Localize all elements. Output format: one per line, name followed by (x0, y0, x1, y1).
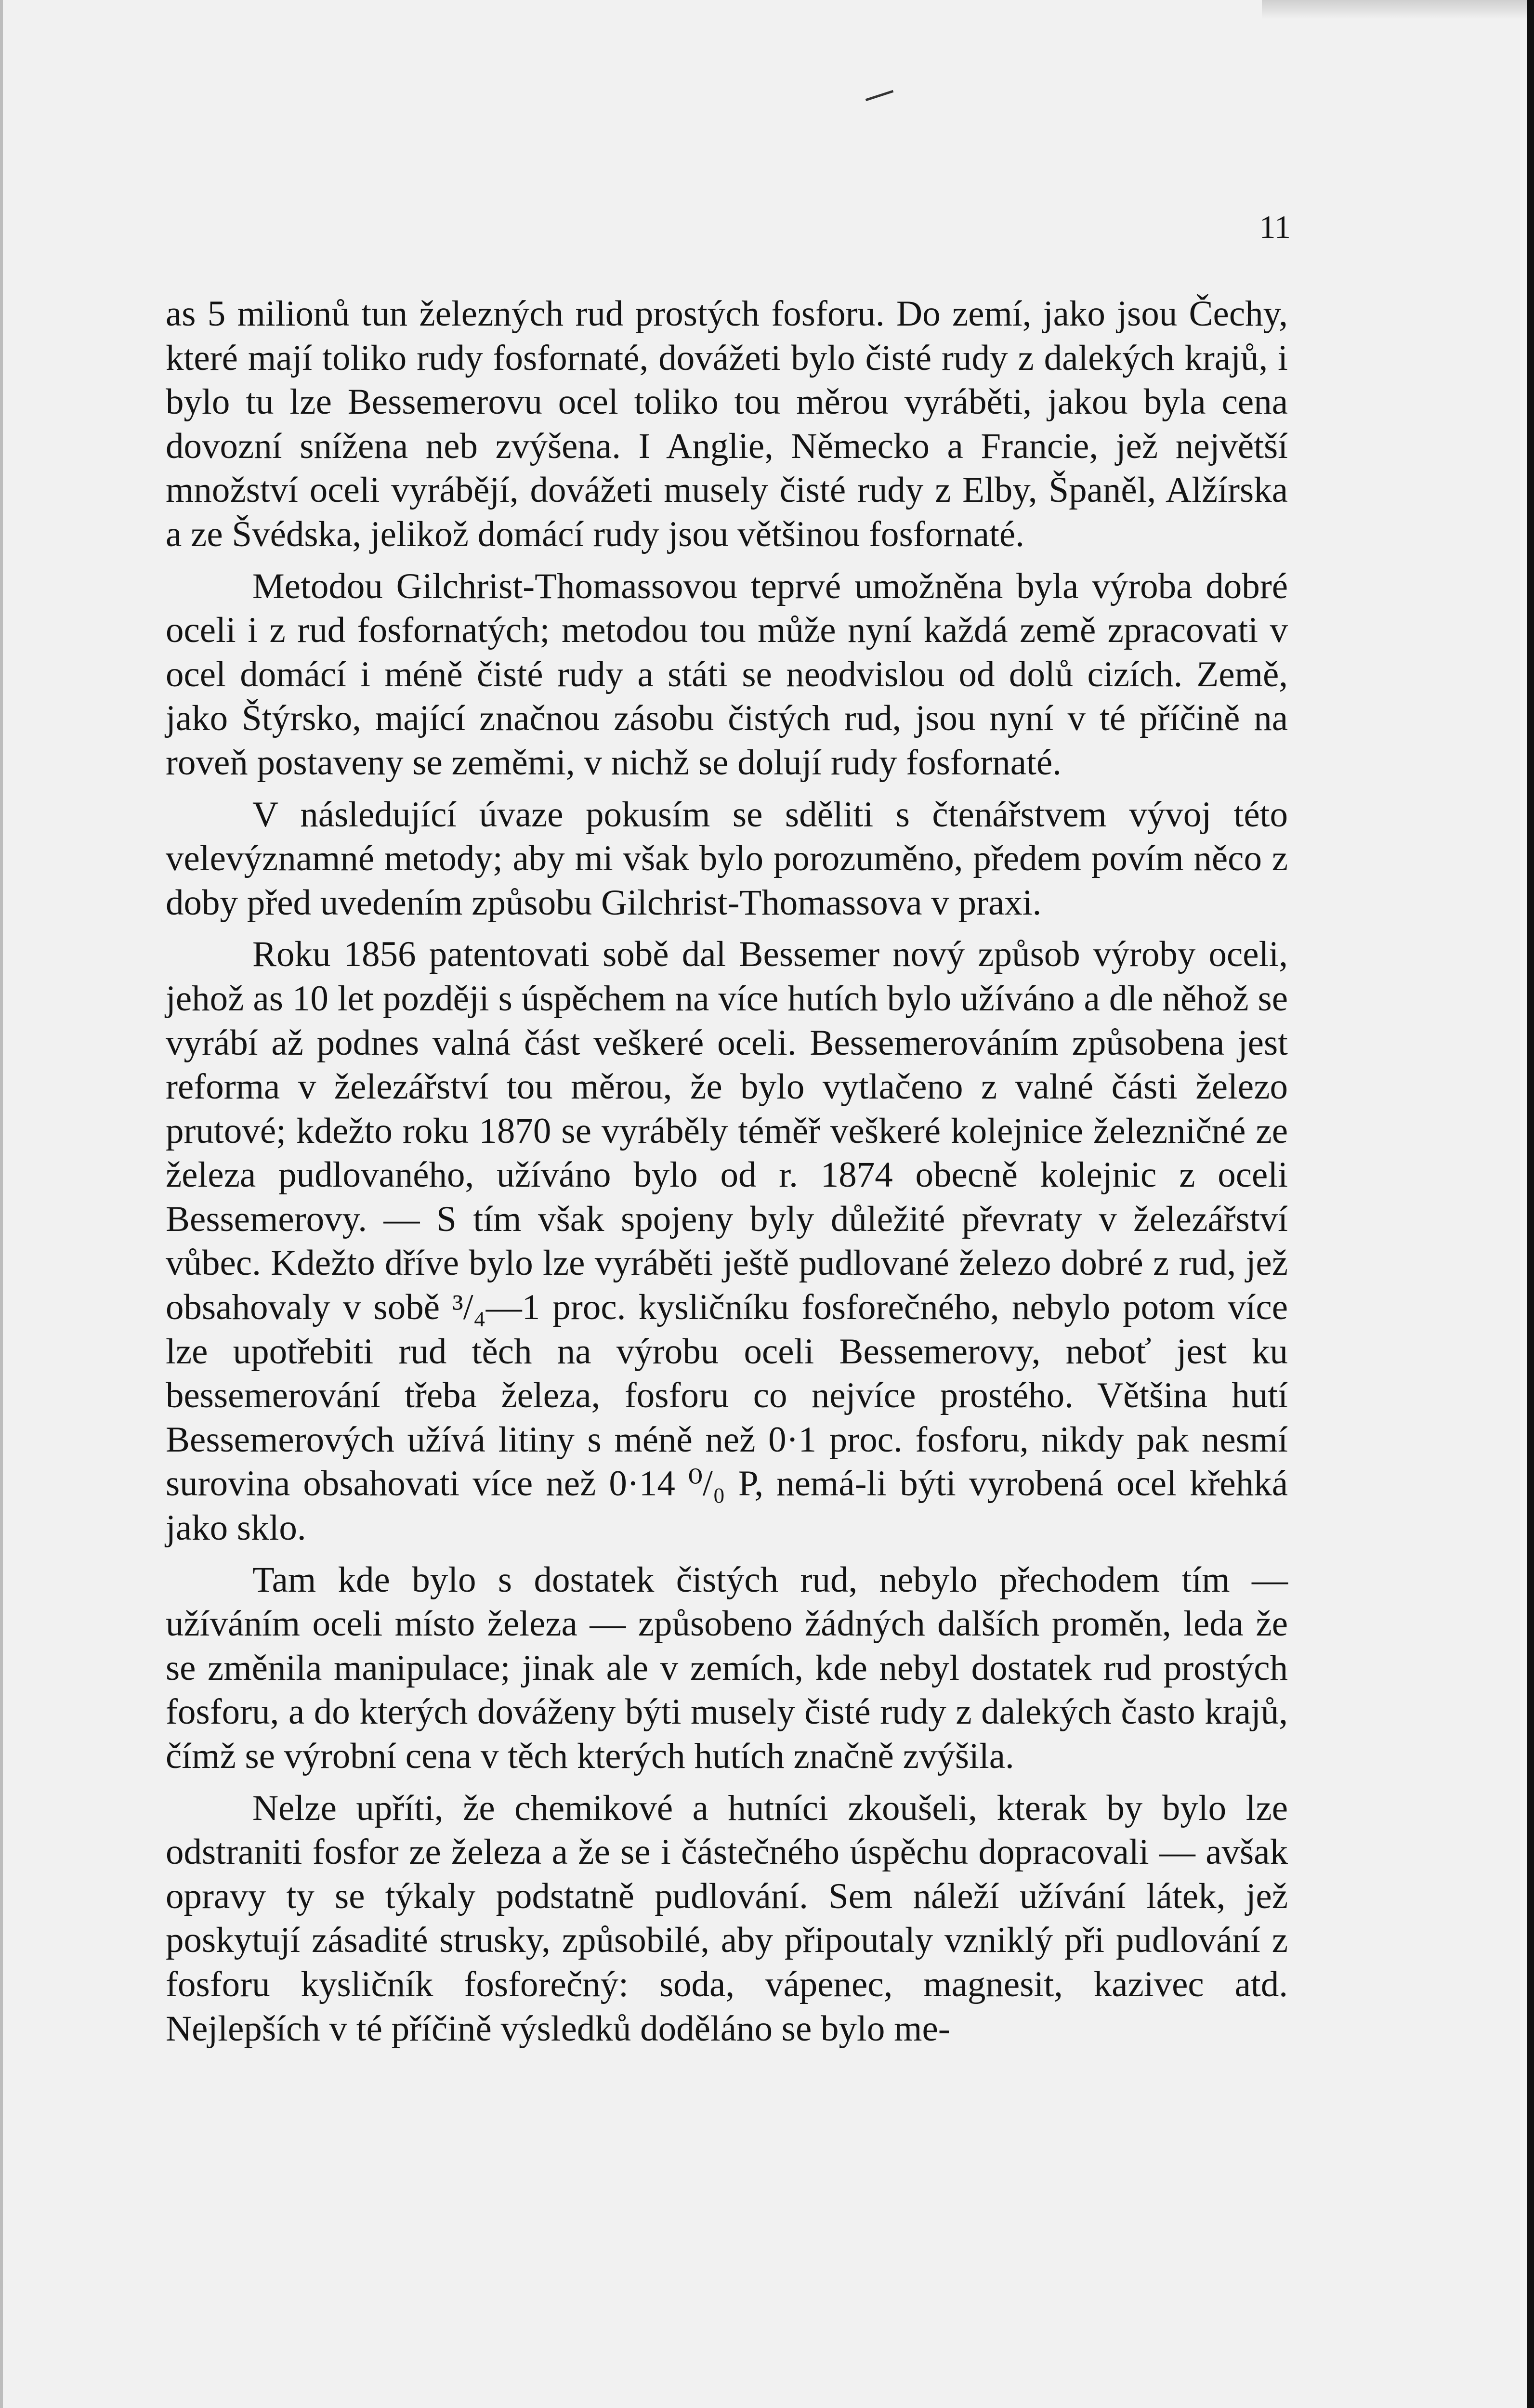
paragraph-5: Tam kde bylo s dostatek čistých rud, nebylo přechodem tím — užíváním oceli místo železa — způsobeno žádných dalších proměn, leda že se změnila manipulace; jinak ale v zemích, kde nebyl dostatek rud prostých fosforu, a do kterých dováženy býti musely čisté rudy z dalekých často krajů, čímž se výrobní cena v těch kterých hutích značně zvýšila. (166, 1559, 1288, 1776)
paragraph-1: as 5 milionů tun železných rud prostých fosforu. Do zemí, jako jsou Čechy, které mají toliko rudy fosfornaté, dovážeti bylo čisté rudy z dalekých krajů, i bylo tu lze Bessemerovu ocel toliko tou měrou vyráběti, jakou byla cena dovozní snížena neb zvýšena. I Anglie, Německo a Francie, jež největší množství oceli vyrábějí, dovážeti musely čisté rudy z Elby, Španěl, Alžírska a ze Švédska, jelikož domácí rudy jsou většinou fosfornaté. (166, 294, 1288, 554)
paragraph-2: Metodou Gilchrist-Thomassovou teprvé umožněna byla výroba dobré oceli i z rud fosfornatých; metodou tou může nyní každá země zpracovati v ocel domácí i méně čisté rudy a státi se neodvislou od dolů cizích. Země, jako Štýrsko, mající značnou zásobu čistých rud, jsou nyní v té příčině na roveň postaveny se zeměmi, v nichž se dolují rudy fosfornaté. (166, 566, 1288, 783)
paragraph-4: Roku 1856 patentovati sobě dal Bessemer nový způsob výroby oceli, jehož as 10 let později s úspěchem na více hutích bylo užíváno a dle něhož se vyrábí až podnes valná část veškeré oceli. Bessemerováním způsobena jest reforma v železářství tou měrou, že bylo vytlačeno z valné části železo prutové; kdežto roku 1870 se vyráběly téměř veškeré kolejnice železničné ze železa pudlovaného, užíváno bylo od r. 1874 obecně kolejnic z oceli Bessemerovy. — S tím však spojeny byly důležité převraty v železářství vůbec. Kdežto dříve bylo lze vyráběti ještě pudlované železo dobré z rud, jež obsahovaly v sobě ³/₄—1 proc. kysličníku fosforečného, nebylo potom více lze upotřebiti rud těch na výrobu oceli Bessemerovy, neboť jest ku bessemerování třeba železa, fosforu co nejvíce prostého. Většina hutí Bessemerových užívá litiny s méně než 0·1 proc. fosforu, nikdy pak nesmí surovina obsahovati více než 0·14 ⁰/₀ P, nemá-li býti vyrobená ocel křehká jako sklo. (166, 934, 1288, 1548)
page-number: 11 (1259, 209, 1291, 245)
paragraph-6: Nelze upříti, že chemikové a hutníci zkoušeli, kterak by bylo lze odstraniti fosfor ze železa a že se i částečného úspěchu dopracovali — avšak opravy ty se týkaly podstatně pudlování. Sem náleží užívání látek, jež poskytují zásadité strusky, způsobilé, aby připoutaly vzniklý při pudlování z fosforu kysličník fosforečný: soda, vápenec, magnesit, kazivec atd. Nejlepších v té příčině výsledků doděláno se bylo me- (166, 1788, 1288, 2049)
stray-ink-mark (865, 90, 894, 101)
body-text (166, 292, 1288, 2051)
paragraph-3: V následující úvaze pokusím se sděliti s čtenářstvem vývoj této velevýznamné metody; aby mi však bylo porozuměno, předem povím něco z doby před uvedením způsobu Gilchrist-Thomassova v praxi. (166, 794, 1288, 923)
page-top-shadow (1262, 0, 1532, 19)
page-left-edge (0, 0, 3, 2408)
page-right-edge (1527, 0, 1534, 2408)
